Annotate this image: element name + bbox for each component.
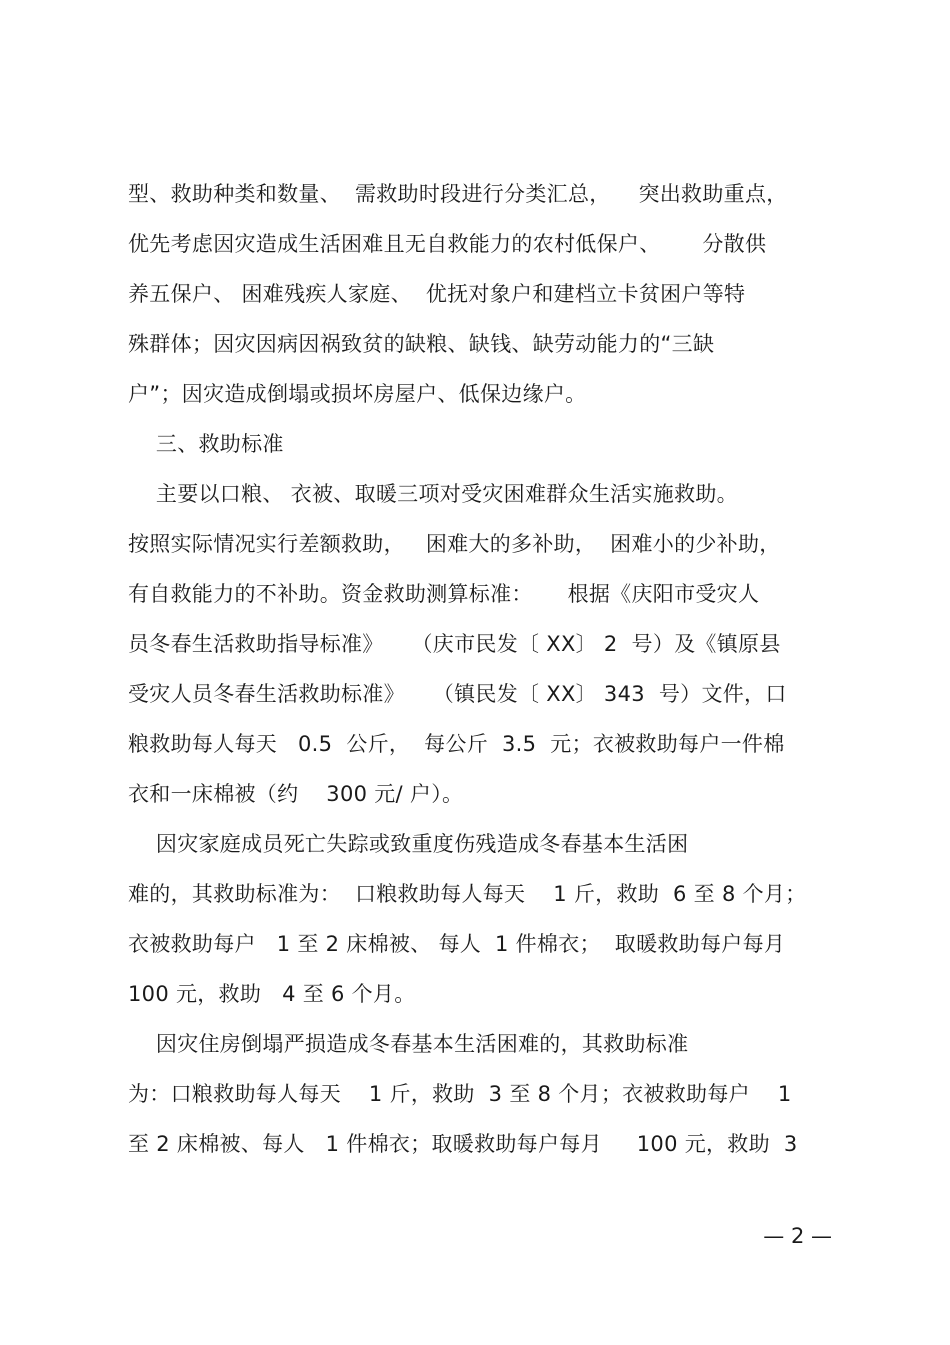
text-line: 粮救助每人每天 0.5 公斤， 每公斤 3.5 元；衣被救助每户一件棉 [128, 732, 785, 756]
text-line: 员冬春生活救助指导标准》 （庆市民发〔 XX〕 2 号）及《镇原县 [128, 632, 781, 656]
text-line: 按照实际情况实行差额救助， 困难大的多补助， 困难小的少补助， [128, 532, 781, 556]
text-line: 衣被救助每户 1 至 2 床棉被、 每人 1 件棉衣； 取暖救助每户每月 [128, 932, 786, 956]
text-line: 受灾人员冬春生活救助标准》 （镇民发〔 XX〕 343 号）文件，口 [128, 682, 787, 706]
text-line: 优先考虑因灾造成生活困难且无自救能力的农村低保户、 分散供 [128, 232, 767, 256]
section-heading: 三、救助标准 [128, 432, 284, 456]
text-line: 为：口粮救助每人每天 1 斤，救助 3 至 8 个月；衣被救助每户 1 [128, 1082, 792, 1106]
text-line: 因灾住房倒塌严损造成冬春基本生活困难的，其救助标准 [128, 1032, 689, 1056]
page-number: — 2 — [763, 1224, 832, 1248]
text-line: 殊群体；因灾因病因祸致贫的缺粮、缺钱、缺劳动能力的“三缺 [128, 332, 715, 356]
text-line: 户”；因灾造成倒塌或损坏房屋户、低保边缘户。 [128, 382, 587, 406]
text-line: 因灾家庭成员死亡失踪或致重度伤残造成冬春基本生活困 [128, 832, 689, 856]
text-line: 型、救助种类和数量、 需救助时段进行分类汇总， 突出救助重点， [128, 182, 788, 206]
text-line: 难的，其救助标准为： 口粮救助每人每天 1 斤，救助 6 至 8 个月； [128, 882, 807, 906]
text-line: 衣和一床棉被（约 300 元/ 户）。 [128, 782, 464, 806]
text-line: 100 元，救助 4 至 6 个月。 [128, 982, 416, 1006]
text-line: 养五保户、 困难残疾人家庭、 优抚对象户和建档立卡贫困户等特 [128, 282, 746, 306]
text-line: 至 2 床棉被、每人 1 件棉衣；取暖救助每户每月 100 元，救助 3 [128, 1132, 798, 1156]
text-line: 有自救能力的不补助。资金救助测算标准： 根据《庆阳市受灾人 [128, 582, 760, 606]
text-line: 主要以口粮、 衣被、取暖三项对受灾困难群众生活实施救助。 [128, 482, 738, 506]
